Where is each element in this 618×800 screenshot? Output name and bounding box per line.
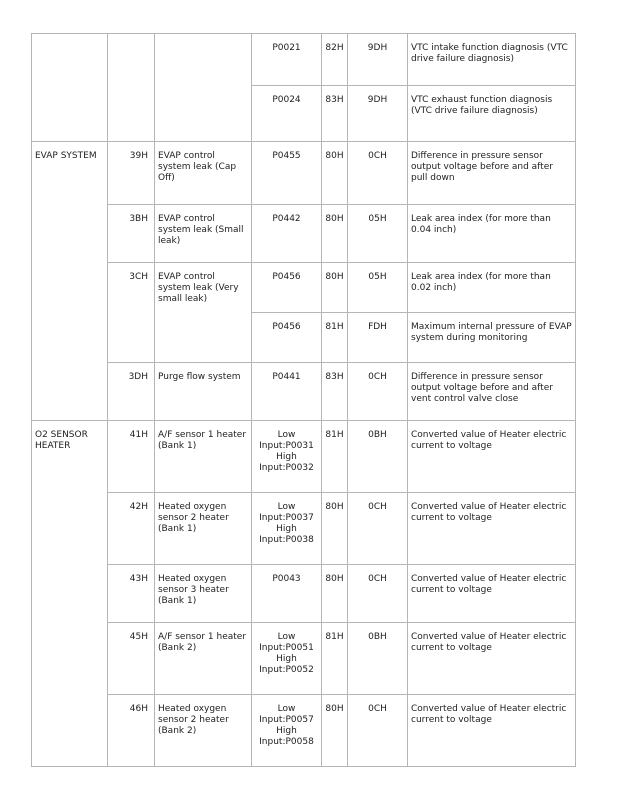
unit-cell: 0CH: [348, 142, 408, 205]
dtc-cell: Low Input:P0051 High Input:P0052: [252, 623, 322, 695]
comp-id-cell: 80H: [322, 493, 348, 565]
unit-cell: 0BH: [348, 421, 408, 493]
test-id-cell: [108, 34, 155, 142]
description-cell: Heated oxygen sensor 2 heater (Bank 2): [155, 695, 252, 767]
test-id-cell: 3CH: [108, 263, 155, 363]
test-id-cell: 46H: [108, 695, 155, 767]
test-id-cell: 43H: [108, 565, 155, 623]
dtc-cell: P0442: [252, 205, 322, 263]
unit-cell: 0CH: [348, 363, 408, 421]
comp-id-cell: 81H: [322, 421, 348, 493]
test-id-cell: 3BH: [108, 205, 155, 263]
table-row: [32, 421, 576, 493]
test-id-cell: 42H: [108, 493, 155, 565]
comp-id-cell: 80H: [322, 565, 348, 623]
dtc-cell: P0043: [252, 565, 322, 623]
dtc-cell: Low Input:P0037 High Input:P0038: [252, 493, 322, 565]
description-cell: EVAP control system leak (Cap Off): [155, 142, 252, 205]
table-row: [32, 263, 576, 313]
unit-cell: 0CH: [348, 565, 408, 623]
dtc-cell: P0456: [252, 313, 322, 363]
unit-cell: 05H: [348, 205, 408, 263]
system-cell: O2 SENSOR HEATER: [32, 421, 108, 767]
comp-id-cell: 82H: [322, 34, 348, 86]
dtc-cell: Low Input:P0031 High Input:P0032: [252, 421, 322, 493]
unit-cell: FDH: [348, 313, 408, 363]
detail-cell: VTC intake function diagnosis (VTC drive failure diagnosis): [408, 34, 576, 86]
unit-cell: 05H: [348, 263, 408, 313]
diagnosis-table: [31, 33, 576, 767]
detail-cell: Converted value of Heater electric current to voltage: [408, 565, 576, 623]
description-cell: Heated oxygen sensor 3 heater (Bank 1): [155, 565, 252, 623]
table-row: [32, 493, 576, 565]
test-id-cell: 41H: [108, 421, 155, 493]
table-row: [32, 142, 576, 205]
table-row: [32, 34, 576, 86]
table-row: [32, 623, 576, 695]
test-id-cell: 45H: [108, 623, 155, 695]
dtc-cell: Low Input:P0057 High Input:P0058: [252, 695, 322, 767]
detail-cell: Difference in pressure sensor output voltage before and after vent control valve close: [408, 363, 576, 421]
detail-cell: Maximum internal pressure of EVAP system during monitoring: [408, 313, 576, 363]
unit-cell: 0BH: [348, 623, 408, 695]
system-cell: [32, 34, 108, 142]
comp-id-cell: 81H: [322, 623, 348, 695]
table-row: [32, 695, 576, 767]
dtc-cell: P0024: [252, 86, 322, 142]
unit-cell: 0CH: [348, 493, 408, 565]
description-cell: A/F sensor 1 heater (Bank 1): [155, 421, 252, 493]
detail-cell: Leak area index (for more than 0.04 inch): [408, 205, 576, 263]
dtc-cell: P0455: [252, 142, 322, 205]
test-id-cell: 3DH: [108, 363, 155, 421]
unit-cell: 9DH: [348, 86, 408, 142]
dtc-cell: P0456: [252, 263, 322, 313]
description-cell: Heated oxygen sensor 2 heater (Bank 1): [155, 493, 252, 565]
detail-cell: Converted value of Heater electric current to voltage: [408, 623, 576, 695]
system-cell: EVAP SYSTEM: [32, 142, 108, 421]
dtc-cell: P0441: [252, 363, 322, 421]
detail-cell: Converted value of Heater electric current to voltage: [408, 421, 576, 493]
table-row: [32, 205, 576, 263]
table-row: [32, 565, 576, 623]
unit-cell: 0CH: [348, 695, 408, 767]
comp-id-cell: 83H: [322, 363, 348, 421]
comp-id-cell: 80H: [322, 205, 348, 263]
description-cell: EVAP control system leak (Small leak): [155, 205, 252, 263]
test-id-cell: 39H: [108, 142, 155, 205]
comp-id-cell: 80H: [322, 263, 348, 313]
comp-id-cell: 80H: [322, 142, 348, 205]
description-cell: Purge flow system: [155, 363, 252, 421]
comp-id-cell: 80H: [322, 695, 348, 767]
detail-cell: Difference in pressure sensor output voltage before and after pull down: [408, 142, 576, 205]
comp-id-cell: 83H: [322, 86, 348, 142]
detail-cell: Leak area index (for more than 0.02 inch): [408, 263, 576, 313]
table-row: [32, 363, 576, 421]
dtc-cell: P0021: [252, 34, 322, 86]
comp-id-cell: 81H: [322, 313, 348, 363]
detail-cell: VTC exhaust function diagnosis (VTC drive failure diagnosis): [408, 86, 576, 142]
detail-cell: Converted value of Heater electric current to voltage: [408, 695, 576, 767]
description-cell: A/F sensor 1 heater (Bank 2): [155, 623, 252, 695]
description-cell: [155, 34, 252, 142]
detail-cell: Converted value of Heater electric current to voltage: [408, 493, 576, 565]
description-cell: EVAP control system leak (Very small leak): [155, 263, 252, 363]
unit-cell: 9DH: [348, 34, 408, 86]
